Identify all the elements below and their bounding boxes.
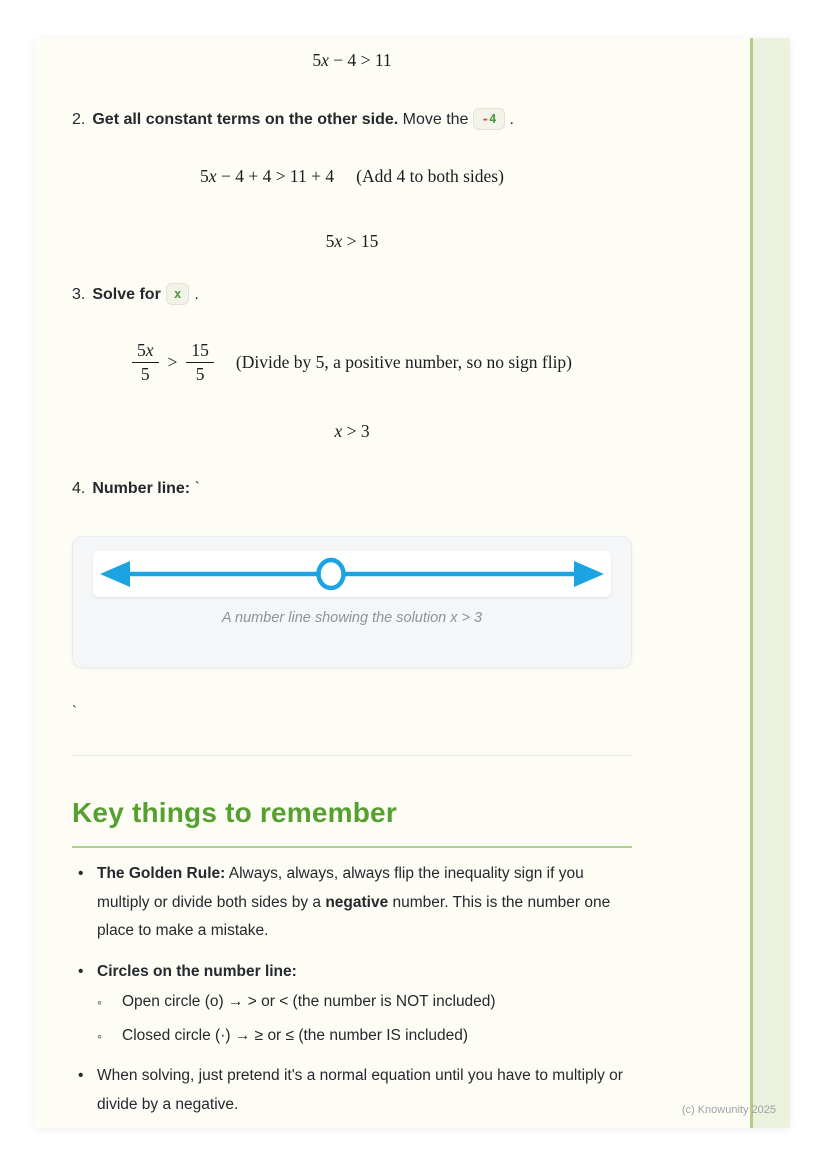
step-number: 4. — [72, 480, 86, 497]
fraction-denominator: 5 — [195, 363, 205, 384]
fraction-denominator: 5 — [140, 363, 150, 384]
document-page — [35, 38, 790, 1128]
fraction-numerator — [132, 340, 159, 363]
key-points-list — [72, 860, 632, 1119]
open-circle-icon — [319, 560, 344, 588]
sub-bullet-icon: ◦ — [97, 994, 102, 1010]
copyright-notice: (c) Knowunity 2025 — [681, 1104, 776, 1116]
list-item-golden-rule — [72, 860, 632, 946]
list-item-closed-circle — [97, 1022, 626, 1051]
key-things-heading: Key things to remember — [72, 796, 632, 848]
equation-5x-minus-4 — [72, 50, 632, 70]
fraction-right — [186, 340, 214, 385]
list-bold-text: negative — [325, 893, 389, 911]
list-text: When solving, just pretend it's a normal equation until you have to multiply or divide by a negative. — [97, 1067, 623, 1113]
fraction-numerator: 15 — [186, 340, 214, 363]
list-text: Always, always, always flip the inequality sign if you multiply or divide both sides by a — [97, 865, 584, 911]
step-bold-text: Number line: — [92, 480, 191, 497]
bullet-icon: • — [78, 962, 84, 980]
equation-divide-by-5 — [72, 336, 632, 388]
left-arrow-icon — [100, 561, 130, 587]
list-text: number. This is the number one place to make a mistake. — [97, 893, 611, 939]
circles-sub-list — [97, 988, 626, 1050]
equation-text: 5 — [136, 339, 146, 360]
equation-variable: x — [321, 50, 329, 70]
inline-code-minus-4 — [473, 108, 504, 130]
fraction-left — [132, 340, 159, 385]
step-text: . — [509, 111, 514, 128]
equation-note: (Divide by 5, a positive number, so no sign flip) — [235, 352, 573, 372]
equation-text: 5 — [325, 231, 335, 251]
step-text: Move the — [398, 111, 469, 128]
equation-text: 5 — [312, 50, 322, 70]
equation-variable: x — [334, 421, 343, 441]
equation-text: > 3 — [342, 421, 370, 441]
step-bold-text: Solve for — [92, 286, 161, 303]
number-line-strip — [93, 551, 611, 597]
equation-text: 5 — [200, 166, 209, 186]
figure-caption: A number line showing the solution x > 3 — [221, 610, 483, 626]
list-bold-text: The Golden Rule: — [97, 865, 226, 882]
equation-variable: x — [145, 339, 154, 360]
code-number: 4 — [488, 111, 497, 126]
sub-bullet-icon: ◦ — [97, 1027, 102, 1044]
step-bold-text: Get all constant terms on the other side. — [92, 111, 399, 128]
equation-variable: x — [334, 231, 343, 251]
code-variable: x — [173, 286, 182, 301]
document-content — [72, 38, 632, 1131]
list-item-solving — [72, 1062, 632, 1119]
stray-backtick: ` — [190, 480, 200, 497]
number-line-graphic — [94, 551, 610, 597]
equation-5x-gt-15 — [72, 231, 632, 251]
equation-variable: x — [208, 166, 217, 186]
equation-x-gt-3 — [72, 421, 632, 441]
list-bold-text: Circles on the number line: — [97, 962, 297, 980]
step-number: 3. — [72, 286, 86, 303]
list-item-circles — [72, 958, 632, 1051]
list-text: Closed circle (·) → ≥ or ≤ (the number IS included) — [122, 1026, 469, 1044]
equation-text: > 15 — [342, 231, 379, 251]
section-divider — [72, 755, 632, 756]
right-arrow-icon — [574, 561, 604, 587]
bullet-icon: • — [78, 1067, 84, 1084]
equation-text: − 4 + 4 > 11 + 4 — [216, 166, 335, 186]
number-line-figure — [72, 536, 632, 668]
list-item-open-circle — [97, 988, 626, 1017]
equation-text: − 4 > 11 — [328, 50, 392, 70]
step-3-line — [72, 281, 632, 309]
page-edge-band — [750, 38, 790, 1128]
list-text: Open circle (o) → > or < (the number is NOT included) — [122, 993, 496, 1010]
equation-note: (Add 4 to both sides) — [356, 166, 504, 186]
step-2-line — [72, 106, 632, 134]
bullet-icon: • — [78, 865, 84, 882]
step-number: 2. — [72, 111, 86, 128]
stray-backtick: ` — [72, 703, 77, 720]
step-4-line — [72, 475, 632, 503]
equation-add-4 — [72, 166, 632, 186]
code-minus-sign: - — [481, 111, 489, 126]
step-text: . — [194, 286, 199, 303]
comparison-sign: > — [167, 352, 178, 372]
inline-code-x — [166, 283, 190, 305]
